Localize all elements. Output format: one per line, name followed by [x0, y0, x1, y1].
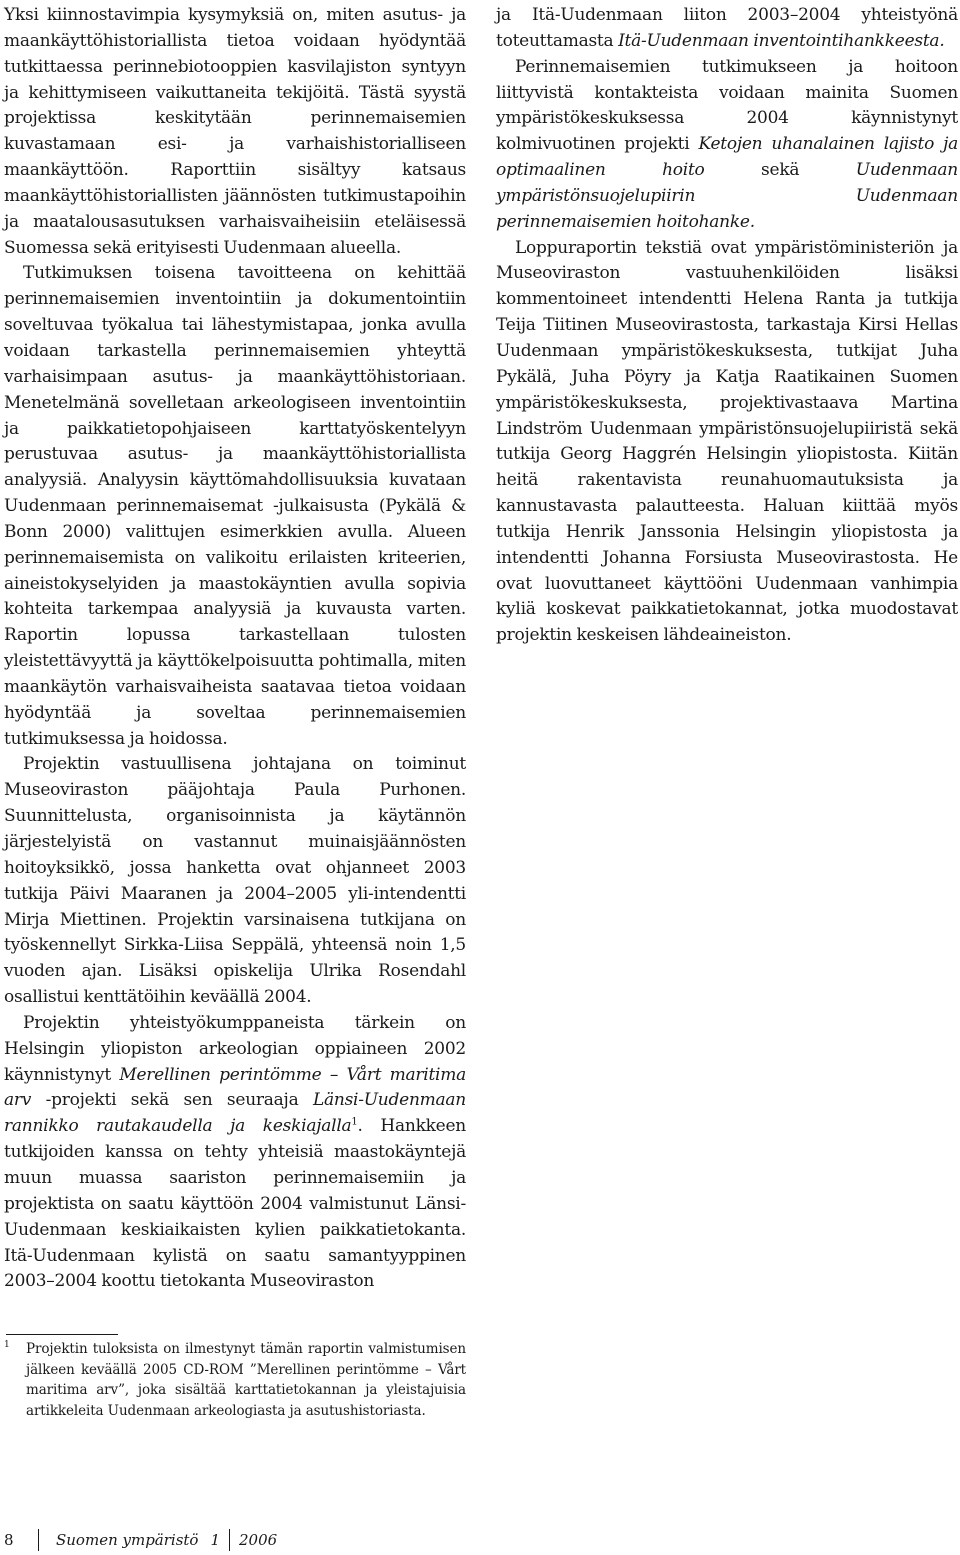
contacts-text-b: sekä [704, 160, 856, 181]
publication-year: 2006 [239, 1531, 278, 1549]
project-title-ketojen: Ketojen uhanalainen lajisto ja optimaalinen hoito [496, 134, 958, 181]
paragraph-continuation [496, 3, 958, 55]
paragraph-contacts [496, 55, 958, 236]
footnote [4, 1339, 466, 1421]
footer-divider [38, 1529, 39, 1551]
left-column [4, 3, 466, 1295]
paragraph-project-leadership: Projektin vastuullisena johtajana on toiminut Museoviraston pääjohtaja Paula Purhonen. Suunnittelusta, organisoinnista ja käytännön järjestelyistä on vastannut muinaisjäännösten hoitoyksikkö, jossa hanketta ovat ohjanneet 2003 tutkija Päivi Maaranen ja 2004–2005 yli-intendentti Mirja Miettinen. Projektin varsinaisena tutkijana on työskennellyt Sirkka-Liisa Seppälä, yhteensä noin 1,5 vuoden ajan. Lisäksi opiskelija Ulrika Rosendahl osallistui kenttätöihin keväällä 2004. [4, 754, 466, 1008]
footnote-reference: 1 [351, 1116, 358, 1128]
page-number: 8 [4, 1531, 14, 1549]
footer-divider-2 [229, 1529, 230, 1551]
footnote-divider [6, 1334, 118, 1335]
project-title-merellinen: Merellinen perintömme – Vårt maritima arv [4, 1064, 467, 1111]
right-column [496, 3, 958, 649]
project-title-ita-uusimaa: Itä-Uudenmaan inventointihankkeesta. [618, 30, 945, 51]
project-title-hoitohanke: Uudenmaan ympäristönsuojelupiirin Uudenmaan perinnemaisemien hoitohanke. [496, 160, 959, 232]
partners-text-c: . Hankkeen tutkijoiden kanssa on tehty yhteisiä maastokäyntejä muun muassa saariston perinnemaisemiin ja projektista on saatu käyttöön 2004 valmistunut Länsi-Uudenmaan keskiaikaisten kylien paikkatietokanta. Itä-Uudenmaan kylistä on saatu samantyyppinen 2003–2004 koottu tietokanta Museoviraston [4, 1116, 466, 1292]
partners-text-a: Projektin yhteistyökumppaneista tärkein on Helsingin yliopiston arkeologian oppiaineen 2002 käynnistynyt [4, 1012, 466, 1085]
continuation-text: ja Itä-Uudenmaan liiton 2003–2004 yhteistyönä toteuttamasta [496, 5, 958, 51]
paragraph-research-question: Yksi kiinnostavimpia kysymyksiä on, miten asutus- ja maankäyttöhistoriallista tietoa voidaan hyödyntää tutkittaessa perinnebiotooppien kasvilajiston syntyyn ja kehittymiseen vaikuttaneita tekijöitä. Tästä syystä projektissa keskitytään perinnemaisemien kuvastamaan esi- ja varhaishistorialliseen maankäyttöön. Raporttiin sisältyy katsaus maankäyttöhistoriallisten jäännösten tutkimustapoihin ja maatalousasutuksen varhaisvaiheisiin eteläisessä Suomessa sekä erityisesti Uudenmaan alueella. [4, 5, 466, 258]
publication-title: Suomen ympäristö [56, 1531, 199, 1549]
project-title-lansi-uusimaa: Länsi-Uudenmaan rannikko rautakaudella ja keskiajalla [4, 1090, 466, 1137]
paragraph-second-goal: Tutkimuksen toisena tavoitteena on kehittää perinnemaisemien inventointiin ja dokumentointiin soveltuvaa työkalua tai lähestymistapaa, jonka avulla voidaan tarkastella perinnemaisemien yhteyttä varhaisimpaan asutus- ja maankäyttöhistoriaan. Menetelmänä sovelletaan arkeologiseen inventointiin ja paikkatietopohjaiseen karttatyöskentelyyn perustuvaa asutus- ja maankäyttöhistoriallista analyysiä. Analyysin käyttömahdollisuuksia kuvataan Uudenmaan perinnemaisemat -julkaisusta (Pykälä & Bonn 2000) valittujen esimerkkien avulla. Alueen perinnemaisemista on valikoitu erilaisten kriteerien, aineistokyselyiden ja maastokäyntien avulla sopivia kohteita tarkempaa analyysiä ja kuvausta varten. Raportin lopussa tarkastellaan tulosten yleistettävyyttä ja käyttökelpoisuutta pohtimalla, miten maankäytön varhaisvaiheista saatavaa tietoa voidaan hyödyntää ja soveltaa perinnemaisemien tutkimuksessa ja hoidossa. [4, 263, 466, 749]
contacts-text-a: Perinnemaisemien tutkimukseen ja hoitoon liittyvistä kontakteista voidaan mainita Suomen ympäristökeskuksessa 2004 käynnistynyt kolmivuotinen projekti [496, 56, 958, 155]
footnote-number: 1 [4, 1340, 10, 1350]
issue-number: 1 [210, 1531, 221, 1549]
page-footer [4, 1529, 277, 1551]
paragraph-acknowledgements: Loppuraportin tekstiä ovat ympäristöministeriön ja Museoviraston vastuuhenkilöiden lisäksi kommentoineet intendentti Helena Ranta ja tutkija Teija Tiitinen Museovirastosta, tarkastaja Kirsi Hellas Uudenmaan ympäristökeskuksesta, tutkijat Juha Pykälä, Juha Pöyry ja Katja Raatikainen Suomen ympäristökeskuksesta, projektivastaava Martina Lindström Uudenmaan ympäristönsuojelupiiristä sekä tutkija Georg Haggrén Helsingin yliopistosta. Kiitän heitä rakentavista reunahuomautuksista ja kannustavasta palautteesta. Haluan kiittää myös tutkija Henrik Janssonia Helsingin yliopistosta ja intendentti Johanna Forsiusta Museovirastosta. He ovat luovuttaneet käyttööni Uudenmaan vanhimpia kyliä koskevat paikkatietokannat, jotka muodostavat projektin keskeisen lähdeaineiston. [496, 237, 958, 646]
partners-text-b: -projekti sekä sen seuraaja [31, 1090, 313, 1111]
footnote-text: Projektin tuloksista on ilmestynyt tämän raportin valmistumisen jälkeen keväällä 2005 CD-ROM ”Merellinen perintömme – Vårt maritima arv”, joka sisältää karttatietokannan ja yleistajuisia artikkeleita Uudenmaan arkeologiasta ja asutushistoriasta. [26, 1341, 466, 1419]
paragraph-partners [4, 1011, 466, 1295]
